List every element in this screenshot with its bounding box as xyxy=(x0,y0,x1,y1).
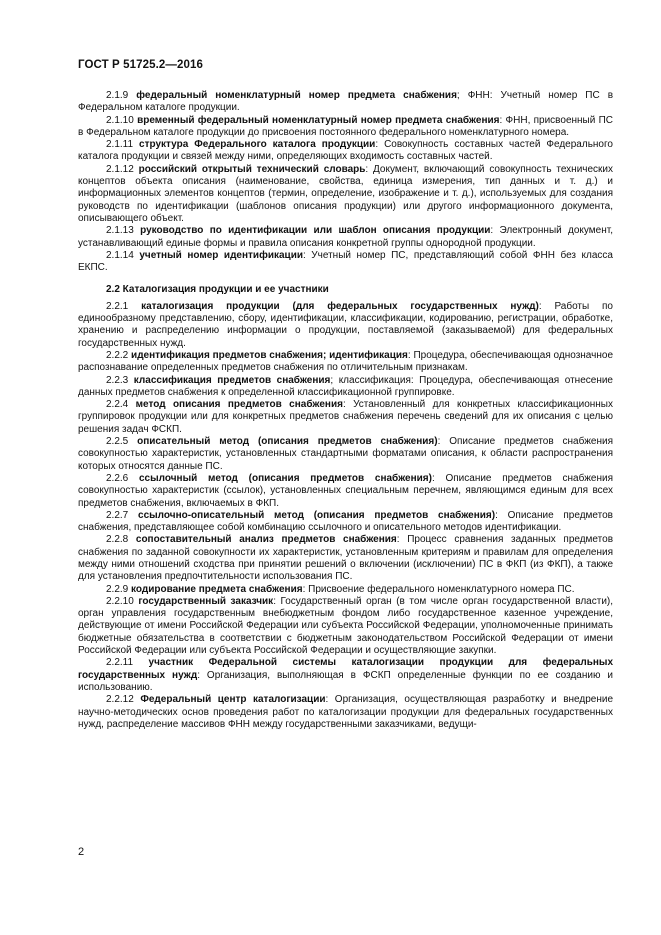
definition-text: : Установленный для конкретных классификационных группировок продукции или для конкретных предметов снабжения перечень сведений для их описания с целью решения задач ФСКП. xyxy=(78,399,613,435)
definition-paragraph xyxy=(78,139,613,164)
clause-number: 2.1.12 xyxy=(106,163,134,175)
defined-term: каталогизация продукции (для федеральных государственных нужд) xyxy=(141,300,539,312)
spacer xyxy=(78,274,613,284)
definition-text: : Совокупность составных частей Федерального каталога продукции и связей между ними, определяющих входимость составных частей. xyxy=(78,139,613,163)
clause-number: 2.1.9 xyxy=(106,90,129,101)
definition-text: : Описание предметов снабжения, представляющее собой комбинацию ссылочного и описательного методов идентификации. xyxy=(78,509,613,534)
defined-term: кодирование предмета снабжения xyxy=(131,583,303,595)
definition-paragraph xyxy=(78,596,613,657)
clause-number: 2.1.11 xyxy=(106,139,134,151)
definition-paragraph xyxy=(78,473,613,510)
definition-text: : Организация, выполняющая в ФСКП определенные функции по ее созданию и использованию. xyxy=(78,669,613,693)
clause-number: 2.2.10 xyxy=(106,595,134,607)
defined-term: Федеральный центр каталогизации xyxy=(140,694,326,706)
definition-paragraph xyxy=(78,250,613,275)
definition-paragraph xyxy=(78,350,613,375)
definition-paragraph xyxy=(78,510,613,535)
defined-term: сопоставительный анализ предметов снабжения xyxy=(135,534,397,546)
defined-term: структура Федерального каталога продукции xyxy=(139,139,376,151)
definition-paragraph xyxy=(78,584,613,596)
definitions-block-2-1 xyxy=(78,90,613,274)
defined-term: ссылочно-описательный метод (описания предметов снабжения) xyxy=(138,509,496,521)
definition-paragraph xyxy=(78,90,613,115)
clause-number: 2.2.6 xyxy=(106,472,129,484)
clause-number: 2.2.4 xyxy=(106,399,129,411)
definition-text: ; классификация: Процедура, обеспечивающая отнесение данных предметов снабжения к определенной классификационной группировке. xyxy=(78,374,613,398)
definition-text: : Работы по единообразному представлению, сбору, идентификации, классификации, кодированию, регистрации, обработке, хранению и распределению информации о продукции, поставляемой (заказываемой) для федеральных государственных нужд. xyxy=(78,300,613,349)
document-header: ГОСТ Р 51725.2—2016 xyxy=(78,59,203,71)
definition-text: : Документ, включающий совокупность технических концептов объекта описания (наименование, свойства, единица измерения, тип данных и т. д.) и информационных элементов концептов (термин, определение, изображение и т. д.), используемых для создания руководств по идентификации (шаблонов описания продукции) или другого информационного документа, описывающего объект. xyxy=(78,163,614,224)
definition-text: : ФНН, присвоенный ПС в Федеральном каталоге продукции до присвоения постоянного федерального номенклатурного номера. xyxy=(78,114,614,138)
definition-text: : Процедура, обеспечивающая однозначное распознавание определенных предметов снабжения по отличительным признакам. xyxy=(78,349,614,374)
defined-term: описательный метод (описания предметов снабжения) xyxy=(137,436,438,448)
definition-paragraph xyxy=(78,375,613,400)
clause-number: 2.2.7 xyxy=(106,509,129,521)
defined-term: ссылочный метод (описания предметов снабжения) xyxy=(138,472,432,484)
defined-term: участник Федеральной системы каталогизации продукции для федеральных государственных нужд xyxy=(78,657,614,681)
clause-number: 2.2.3 xyxy=(106,374,129,386)
defined-term: учетный номер идентификации xyxy=(139,249,303,261)
clause-number: 2.2.12 xyxy=(106,694,134,706)
defined-term: идентификация предметов снабжения; идентификация xyxy=(131,349,408,361)
definition-text: : Организация, осуществляющая разработку и внедрение научно-методических основ проведения работ по каталогизации продукции для федеральных государственных нужд, распределение массивов ФНН между государственными заказчиками, ведущи- xyxy=(78,694,614,730)
clause-number: 2.1.10 xyxy=(106,114,134,126)
definition-paragraph xyxy=(78,301,613,350)
defined-term: государственный заказчик xyxy=(138,595,274,607)
definition-text: : Описание предметов снабжения совокупностью характеристик, установленных стандартными форматами описания, к области распространения которых относятся данные ПС. xyxy=(78,436,613,472)
defined-term: временный федеральный номенклатурный номер предмета снабжения xyxy=(137,114,500,126)
definition-paragraph xyxy=(78,694,613,731)
definition-paragraph xyxy=(78,164,613,225)
defined-term: руководство по идентификации или шаблон описания продукции xyxy=(140,225,491,237)
defined-term: российский открытый технический словарь xyxy=(138,163,366,175)
clause-number: 2.1.14 xyxy=(106,249,134,261)
definition-text: : Описание предметов снабжения совокупностью характеристик (ссылок), установленных специальным перечнем, являющимся единым для всех предметов снабжения, включаемых в ФКП. xyxy=(78,472,614,509)
document-body xyxy=(78,90,613,731)
clause-number: 2.2.5 xyxy=(106,436,129,448)
clause-number: 2.2.8 xyxy=(106,534,129,546)
definition-paragraph xyxy=(78,399,613,436)
clause-number: 2.2.2 xyxy=(106,349,129,361)
clause-number: 2.2.1 xyxy=(106,300,129,312)
definition-text: : Электронный документ, устанавливающий единые формы и правила описания конкретной группы однородной продукции. xyxy=(78,225,613,249)
section-title: 2.2 Каталогизация продукции и ее участники xyxy=(106,284,329,296)
clause-number: 2.2.11 xyxy=(106,657,134,669)
definition-paragraph xyxy=(78,657,613,694)
defined-term: классификация предметов снабжения xyxy=(133,374,331,386)
defined-term: метод описания предметов снабжения xyxy=(135,399,343,411)
definition-paragraph xyxy=(78,436,613,473)
definition-text: : Присвоение федерального номенклатурного номера ПС. xyxy=(302,583,575,595)
definition-paragraph xyxy=(78,115,613,140)
definition-text: : Учетный номер ПС, представляющий собой ФНН без класса ЕКПС. xyxy=(78,249,613,274)
definition-text: ; ФНН: Учетный номер ПС в Федеральном каталоге продукции. xyxy=(78,90,614,114)
definition-paragraph xyxy=(78,225,613,250)
definitions-block-2-2 xyxy=(78,301,613,731)
definition-paragraph xyxy=(78,534,613,583)
definition-text: : Государственный орган (в том числе орган государственной власти), орган управления государственным внебюджетным фондом либо государственное казенное учреждение, действующие от имени Российской Федерации или субъекта Российской Федерации, уполномоченные принимать бюджетные обязательства в соответствии с бюджетным законодательством Российской Федерации от имени Российской Федерации или субъекта Российской Федерации и осуществляющие закупки. xyxy=(78,595,614,657)
page-number: 2 xyxy=(78,846,85,858)
clause-number: 2.2.9 xyxy=(106,583,129,595)
clause-number: 2.1.13 xyxy=(106,225,134,237)
defined-term: федеральный номенклатурный номер предмета снабжения xyxy=(136,90,457,101)
definition-text: : Процесс сравнения заданных предметов снабжения по заданной совокупности их характеристик, установленным критериям и правилам для определения между ними отношений сходства при принятии решений о включении (исключении) ПС в ФКП (из ФКП), а также для установления предпочтительности использования ПС. xyxy=(78,534,613,583)
